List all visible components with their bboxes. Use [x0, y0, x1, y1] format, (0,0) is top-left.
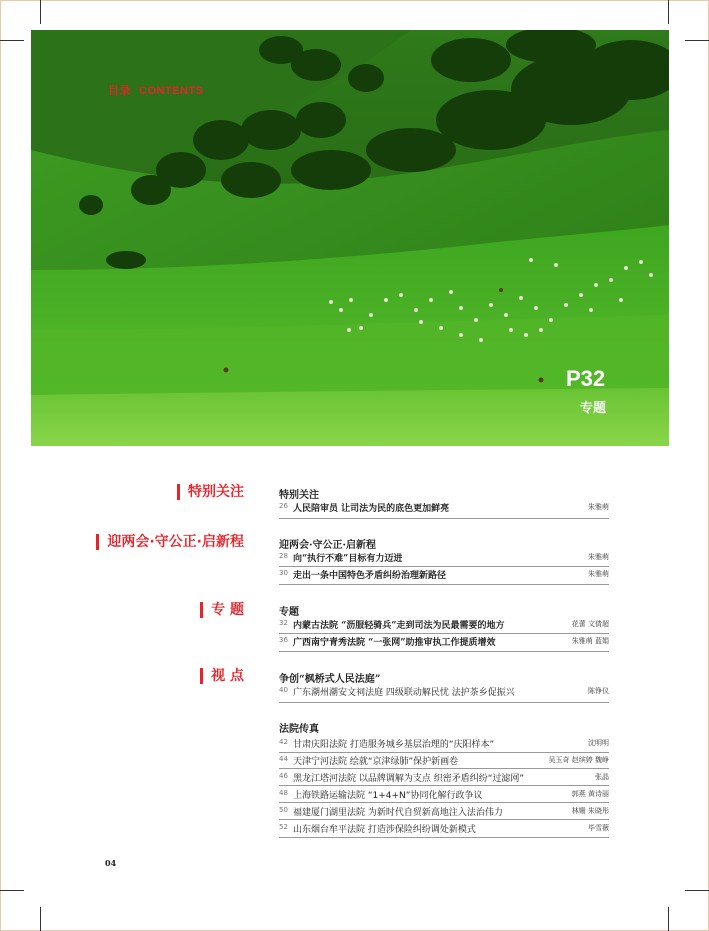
entry-page: 28 — [279, 552, 288, 560]
divider — [279, 566, 609, 567]
entry-page: 52 — [279, 823, 288, 831]
divider — [279, 819, 609, 820]
divider — [279, 837, 609, 838]
toc-entry[interactable] — [279, 788, 609, 801]
section-heading-special: 特别关注 — [279, 490, 319, 501]
entry-page: 42 — [279, 738, 288, 746]
crop-mark — [685, 890, 709, 891]
toc-entry[interactable] — [279, 501, 609, 514]
divider — [279, 752, 609, 753]
crop-mark — [40, 907, 41, 931]
divider — [279, 802, 609, 803]
toc-entry[interactable] — [279, 805, 609, 818]
entry-author: 陈铮仪 — [588, 687, 609, 695]
entry-title: 山东烟台牟平法院 打造涉保险纠纷调处新模式 — [293, 825, 476, 835]
entry-title: 人民陪审员 让司法为民的底色更加鲜亮 — [293, 504, 450, 514]
toc-title — [108, 82, 212, 98]
toc-title-cn: 目录 — [108, 85, 131, 97]
section-label-zhuanti: 专 题 — [200, 602, 244, 618]
toc-entry[interactable] — [279, 568, 609, 581]
toc-entry[interactable] — [279, 618, 609, 631]
entry-page: 40 — [279, 686, 288, 694]
divider — [279, 785, 609, 786]
divider — [279, 518, 609, 519]
divider — [279, 584, 609, 585]
entry-page: 48 — [279, 789, 288, 797]
entry-author: 张晶 — [595, 773, 609, 781]
toc-title-en: CONTENTS — [139, 85, 204, 97]
entry-page: 50 — [279, 806, 288, 814]
entry-page: 36 — [279, 636, 288, 644]
entry-page: 44 — [279, 755, 288, 763]
toc-entry[interactable] — [279, 822, 609, 835]
entry-title: 天津宁河法院 绘就“京津绿肺”保护新画卷 — [293, 757, 459, 767]
entry-author: 朱雅萌 — [588, 570, 609, 578]
crop-mark — [40, 0, 41, 24]
feature-label: 专题 — [580, 401, 607, 416]
divider — [279, 651, 609, 652]
entry-title: 向“执行不难”目标有力迈进 — [293, 554, 403, 564]
entry-title: 内蒙古法院 “沥服轻骑兵”走到司法为民最需要的地方 — [293, 621, 505, 631]
crop-mark — [685, 40, 709, 41]
divider — [279, 768, 609, 769]
entry-page: 46 — [279, 772, 288, 780]
toc-entry[interactable] — [279, 635, 609, 648]
entry-title: 广东潮州潮安文祠法庭 四级联动解民忧 法护茶乡促振兴 — [293, 688, 515, 698]
entry-page: 26 — [279, 502, 288, 510]
entry-title: 甘肃庆阳法院 打造服务城乡基层治理的“庆阳样本” — [293, 740, 495, 750]
entry-author: 沈明明 — [588, 739, 609, 747]
toc-entry[interactable] — [279, 754, 609, 767]
toc-entry[interactable] — [279, 685, 609, 698]
entry-author: 林姗 朱晓彤 — [571, 807, 609, 815]
entry-title: 广西南宁青秀法院 “一张网”助推审执工作提质增效 — [293, 638, 496, 648]
crop-mark — [0, 890, 24, 891]
crop-mark — [0, 40, 24, 41]
entry-author: 吴玉奇 赵缤婷 魏峥 — [548, 756, 609, 764]
entry-author: 郭燕 黄诗丽 — [571, 790, 609, 798]
entry-author: 朱雅萌 蓝娟 — [571, 637, 609, 645]
toc-entry[interactable] — [279, 771, 609, 784]
entry-author: 朱雅萌 — [588, 553, 609, 561]
toc-entry[interactable] — [279, 737, 609, 750]
crop-mark — [668, 0, 669, 24]
crop-mark — [668, 907, 669, 931]
section-heading-lianghui: 迎两会·守公正·启新程 — [279, 540, 376, 551]
section-label-lianghui: 迎两会·守公正·启新程 — [96, 534, 244, 550]
section-heading-zhuanti: 专题 — [279, 607, 299, 618]
entry-title: 黑龙江塔河法院 以品牌调解为支点 织密矛盾纠纷“过滤网” — [293, 774, 525, 784]
entry-author: 花蕾 文倩超 — [571, 620, 609, 628]
entry-title: 走出一条中国特色矛盾纠纷治理新路径 — [293, 571, 447, 581]
divider — [279, 633, 609, 634]
section-label-shidian: 视 点 — [200, 668, 244, 684]
toc-entry[interactable] — [279, 551, 609, 564]
entry-title: 福建厦门湖里法院 为新时代自贸新高地注入法治伟力 — [293, 808, 503, 818]
feature-page-number: P32 — [566, 366, 606, 391]
section-heading-shidian: 争创“枫桥式人民法庭” — [279, 674, 381, 685]
entry-author: 朱雅萌 — [588, 503, 609, 511]
entry-page: 30 — [279, 569, 288, 577]
divider — [279, 702, 609, 703]
section-heading-chuanzhen: 法院传真 — [279, 724, 319, 735]
entry-page: 32 — [279, 619, 288, 627]
entry-title: 上海铁路运输法院 “1+4+N”协同化解行政争议 — [293, 791, 483, 801]
section-label-special: 特别关注 — [177, 484, 244, 500]
page-folio: 04 — [105, 858, 117, 868]
entry-author: 毕雪薇 — [588, 824, 609, 832]
